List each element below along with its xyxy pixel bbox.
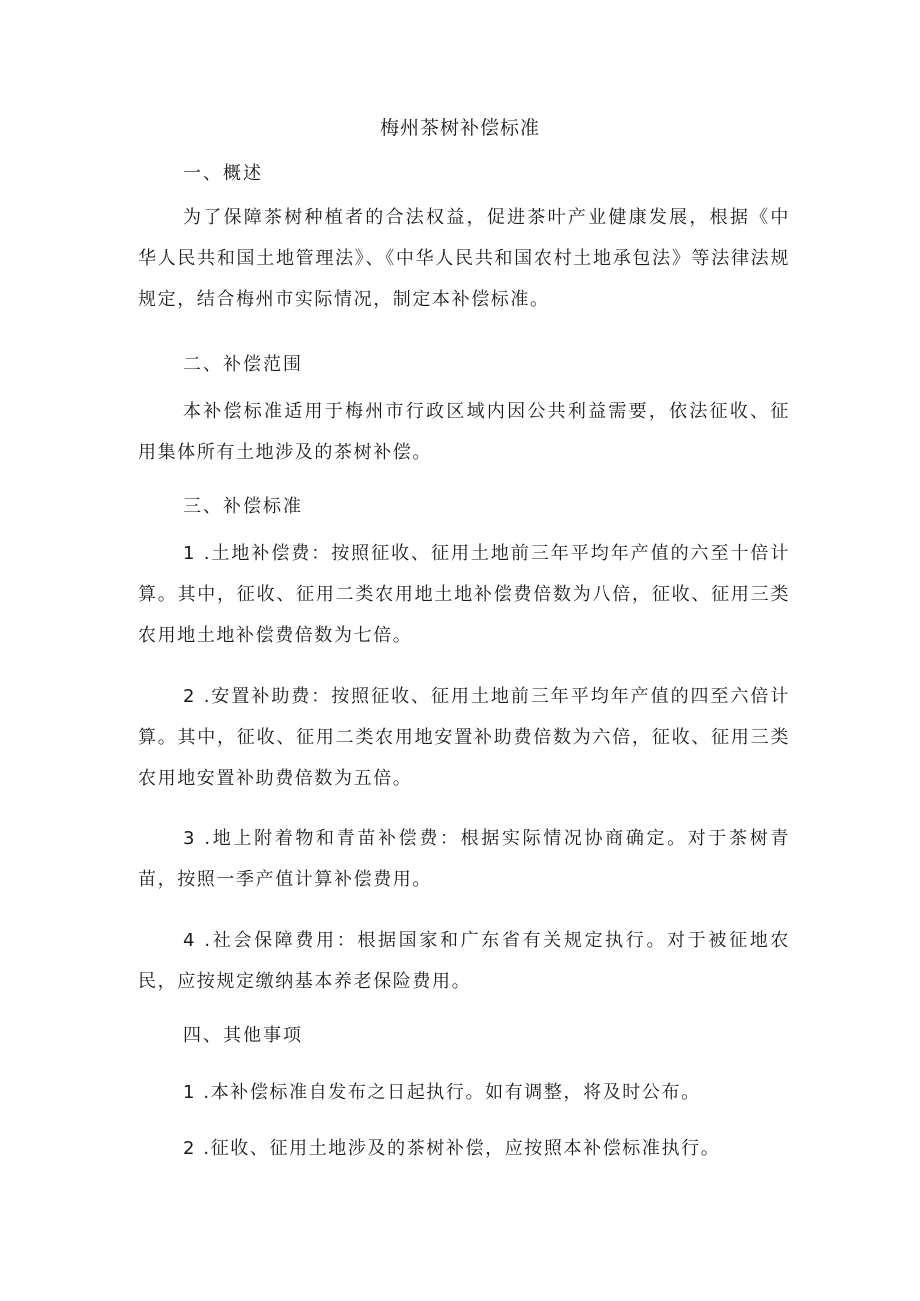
paragraph-overview: 为了保障茶树种植者的合法权益，促进茶叶产业健康发展，根据《中华人民共和国土地管理法》、《中华人民共和国农村土地承包法》等法律法规规定，结合梅州市实际情况，制定本补偿标准。 xyxy=(138,207,790,310)
section-heading-scope: 二、补偿范围 xyxy=(183,354,303,375)
paragraph-application: 2 .征收、征用土地涉及的茶树补偿，应按照本补偿标准执行。 xyxy=(183,1138,721,1159)
section-heading-overview: 一、概述 xyxy=(183,163,263,184)
paragraph-resettlement-subsidy: 2 .安置补助费：按照征收、征用土地前三年平均年产值的四至六倍计算。其中，征收、征用二类农用地安置补助费倍数为六倍，征收、征用三类农用地安置补助费倍数为五倍。 xyxy=(138,686,790,789)
paragraph-effective-date: 1 .本补偿标准自发布之日起执行。如有调整，将及时公布。 xyxy=(183,1082,701,1103)
paragraph-social-security: 4 .社会保障费用：根据国家和广东省有关规定执行。对于被征地农民，应按规定缴纳基本养老保险费用。 xyxy=(138,930,790,992)
section-heading-other: 四、其他事项 xyxy=(183,1025,303,1046)
paragraph-land-compensation: 1 .土地补偿费：按照征收、征用土地前三年平均年产值的六至十倍计算。其中，征收、征用二类农用地土地补偿费倍数为八倍，征收、征用三类农用地土地补偿费倍数为七倍。 xyxy=(138,543,790,646)
section-heading-standards: 三、补偿标准 xyxy=(183,496,303,517)
document-title: 梅州茶树补偿标准 xyxy=(379,117,540,139)
paragraph-scope: 本补偿标准适用于梅州市行政区域内因公共利益需要，依法征收、征用集体所有土地涉及的茶树补偿。 xyxy=(138,401,790,463)
paragraph-attachments-compensation: 3 .地上附着物和青苗补偿费：根据实际情况协商确定。对于茶树青苗，按照一季产值计算补偿费用。 xyxy=(138,828,790,890)
